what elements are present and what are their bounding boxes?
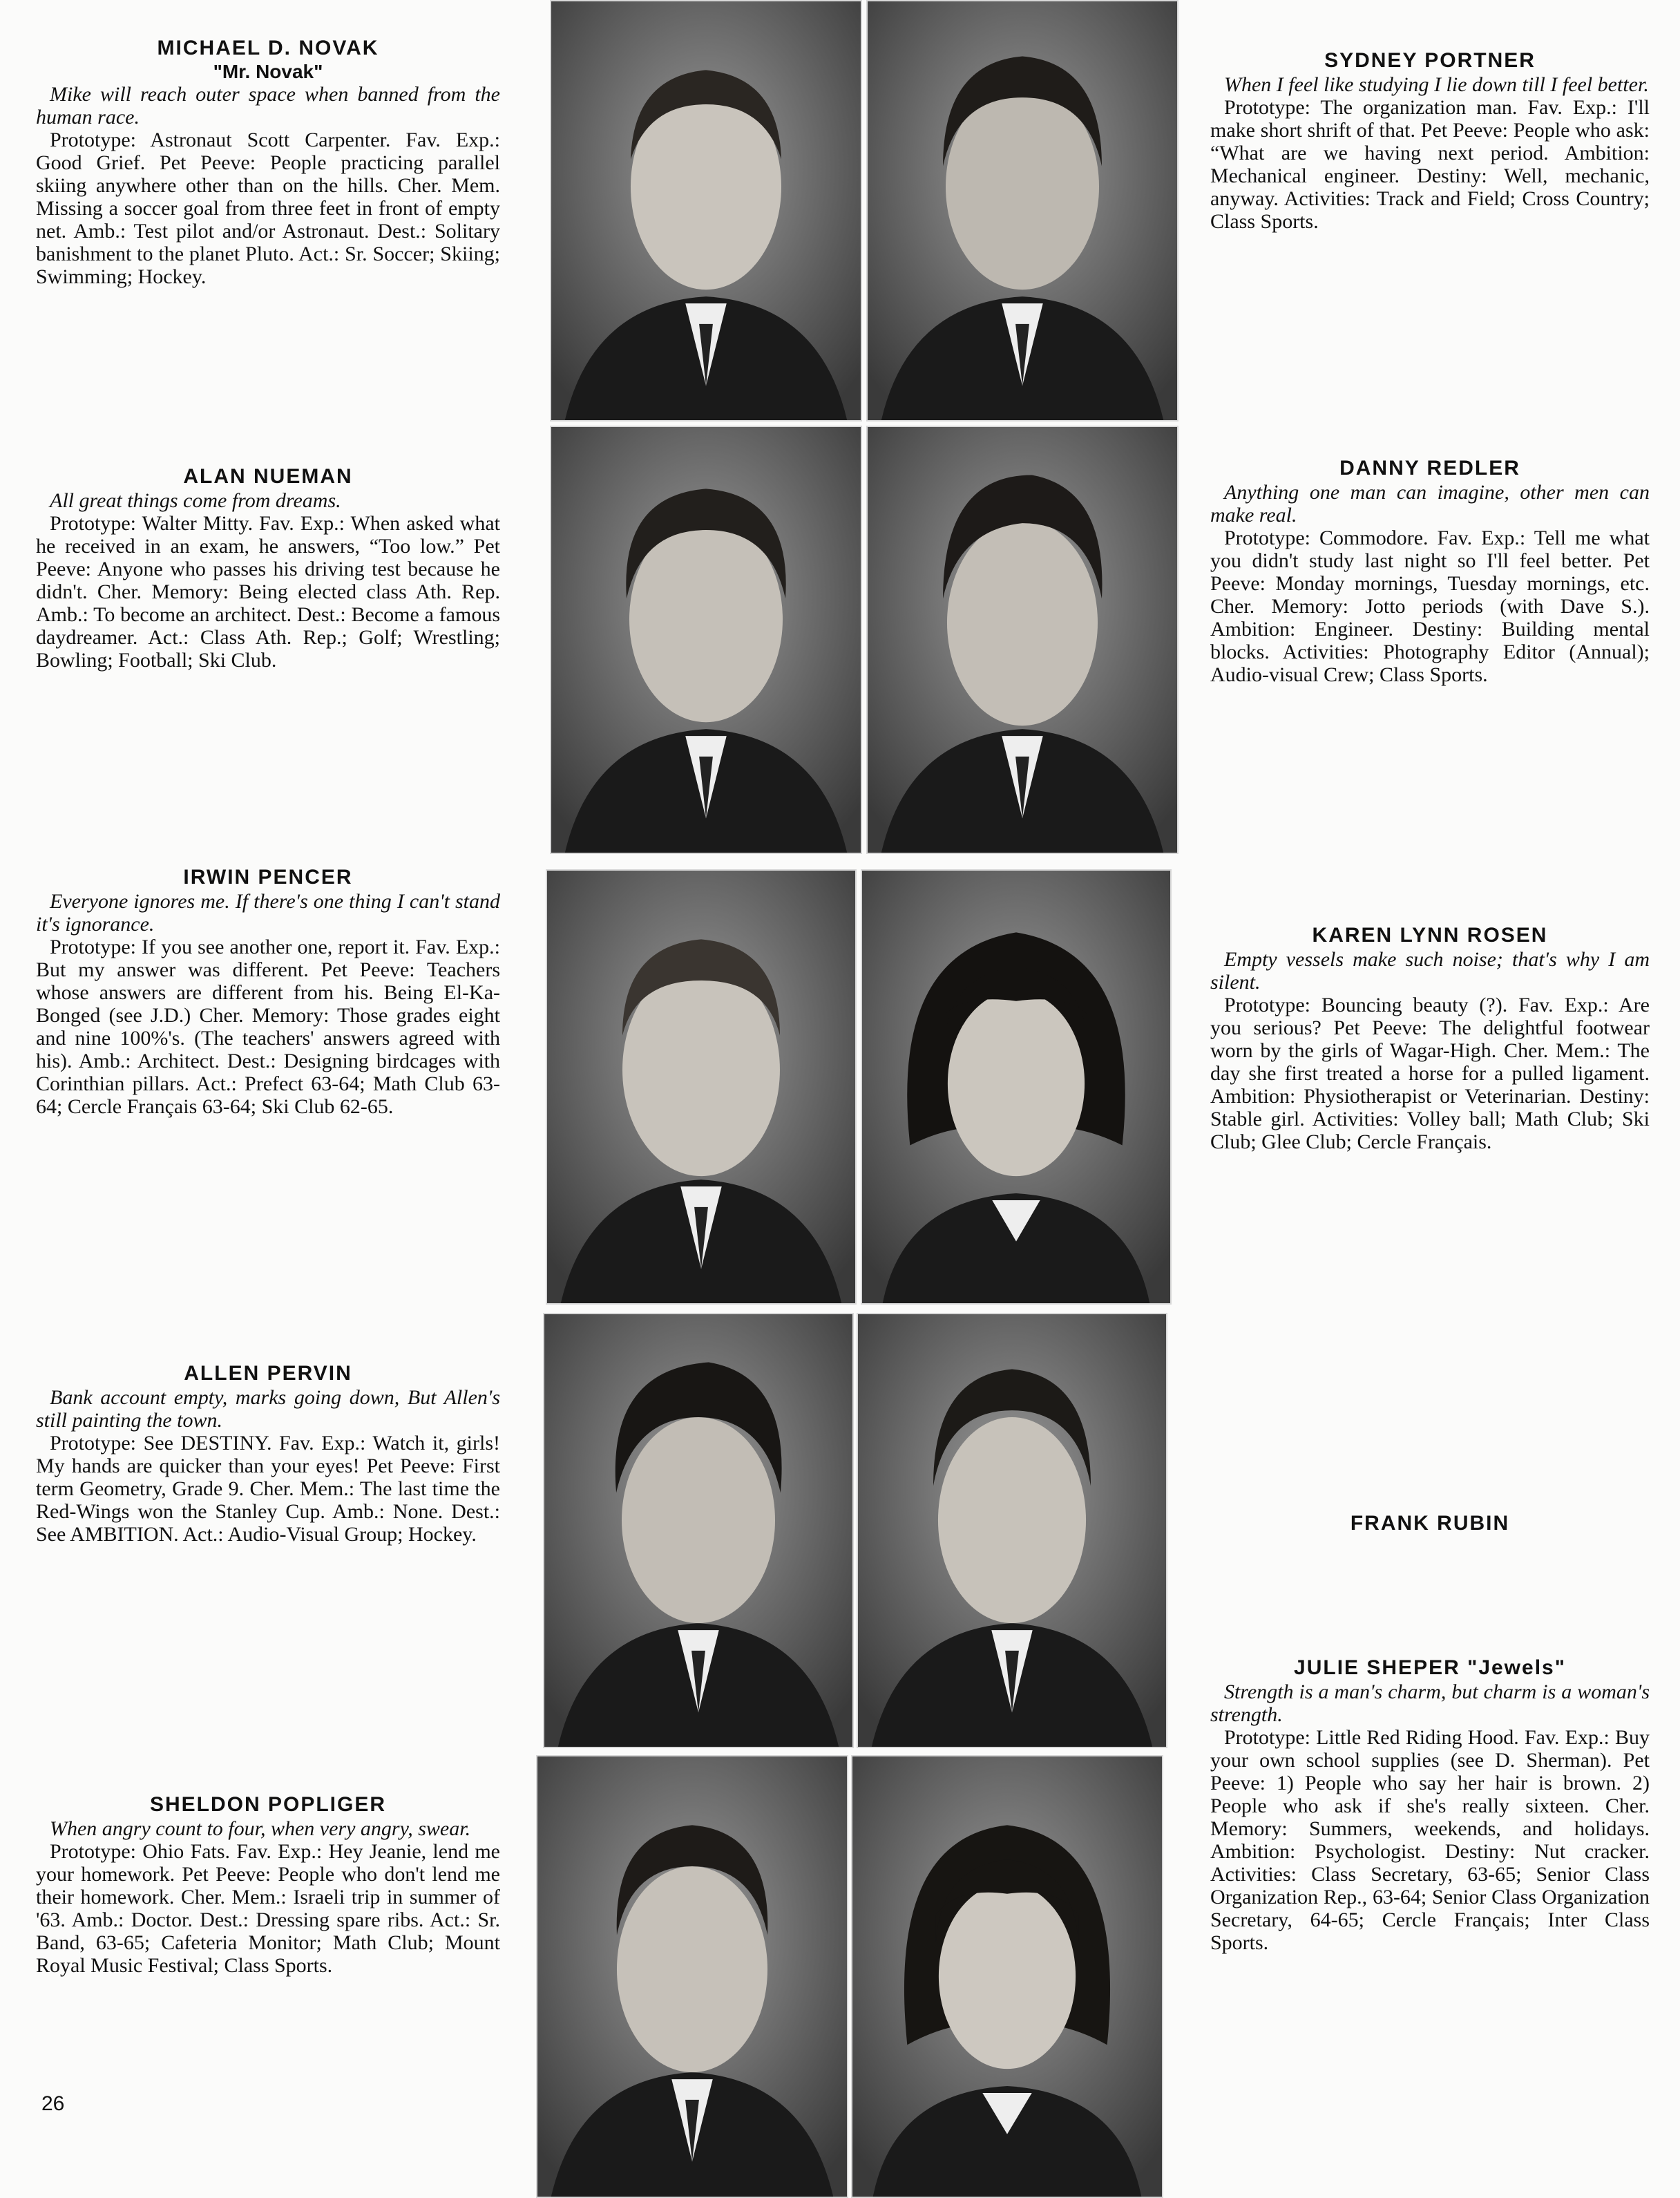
- entry-danny-redler: [1210, 456, 1650, 686]
- portrait-photo: [550, 426, 862, 854]
- student-motto: Anything one man can imagine, other men can make real.: [1210, 481, 1650, 527]
- page-number: 26: [41, 2092, 65, 2115]
- portrait-photo: [546, 869, 857, 1305]
- student-name: JULIE SHEPER "Jewels": [1294, 1656, 1566, 1679]
- student-name: MICHAEL D. NOVAK: [157, 37, 379, 59]
- student-bio: Prototype: Walter Mitty. Fav. Exp.: When asked what he received in an exam, he answers, “Too low.” Pet Peeve: Anyone who passes his driving test because he didn't. Cher. Memory: Being elected class Ath. Rep. Amb.: To become an architect. Dest.: Become a famous daydreamer. Act.: Class Ath. Rep.; Golf; Wrestling; Bowling; Football; Ski Club.: [36, 512, 500, 672]
- student-bio: Prototype: Ohio Fats. Fav. Exp.: Hey Jeanie, lend me your homework. Pet Peeve: People who don't lend me their homework. Cher. Mem.: Israeli trip in summer of '63. Amb.: Doctor. Dest.: Dressing spare ribs. Act.: Sr. Band, 63-65; Cafeteria Monitor; Math Club; Mount Royal Music Festival; Class Sports.: [36, 1840, 500, 1977]
- student-bio: Prototype: Astronaut Scott Carpenter. Fav. Exp.: Good Grief. Pet Peeve: People practicing parallel skiing anywhere other than on the hills. Cher. Mem. Missing a soccer goal from three feet in front of empty net. Amb.: Test pilot and/or Astronaut. Dest.: Solitary banishment to the planet Pluto. Act.: Sr. Soccer; Skiing; Swimming; Hockey.: [36, 129, 500, 288]
- student-bio: Prototype: Little Red Riding Hood. Fav. Exp.: Buy your own school supplies (see D. Sherman). Pet Peeve: 1) People who say her hair is brown. 2) People who ask if she's really sixteen. Cher. Memory: Summers, weekends, and holidays. Ambition: Psychologist. Destiny: Nut cracker. Activities: Class Secretary, 63-65; Senior Class Organization Rep., 63-64; Senior Class Organization Secretary, 64-65; Cercle Français; Inter Class Sports.: [1210, 1726, 1650, 1954]
- portrait-photo: [536, 1755, 848, 2198]
- portrait-photo: [866, 0, 1178, 421]
- student-motto: Empty vessels make such noise; that's why I am silent.: [1210, 948, 1650, 994]
- student-bio: Prototype: Bouncing beauty (?). Fav. Exp.: Are you serious? Pet Peeve: The delightful footwear worn by the girls of Wagar-High. Cher. Mem.: The day she first treated a horse for a pulled ligament. Ambition: Physiotherapist or Veterinarian. Destiny: Stable girl. Activities: Volley ball; Math Club; Ski Club; Glee Club; Cercle Français.: [1210, 994, 1650, 1153]
- student-motto: Everyone ignores me. If there's one thing I can't stand it's ignorance.: [36, 890, 500, 936]
- entry-karen-rosen: [1210, 923, 1650, 1153]
- student-name: ALAN NUEMAN: [183, 465, 353, 488]
- entry-julie-sheper: [1210, 1656, 1650, 1954]
- entry-sydney-portner: [1210, 48, 1650, 233]
- entry-irwin-pencer: [36, 865, 500, 1118]
- student-motto: All great things come from dreams.: [50, 489, 341, 512]
- student-nickname: "Mr. Novak": [213, 61, 323, 82]
- student-name: KAREN LYNN ROSEN: [1312, 924, 1548, 947]
- student-motto: When I feel like studying I lie down till I feel better.: [1224, 73, 1649, 96]
- portrait-photo: [861, 869, 1172, 1305]
- student-motto: Bank account empty, marks going down, But Allen's still painting the town.: [36, 1386, 500, 1432]
- student-bio: Prototype: Commodore. Fav. Exp.: Tell me what you didn't study last night so I'll feel better. Pet Peeve: Monday mornings, Tuesday mornings, etc. Cher. Memory: Jotto periods (with Dave S.). Ambition: Engineer. Destiny: Building mental blocks. Activities: Photography Editor (Annual); Audio-visual Crew; Class Sports.: [1210, 527, 1650, 686]
- entry-sheldon-popliger: [36, 1792, 500, 1977]
- student-name: SHELDON POPLIGER: [149, 1793, 387, 1816]
- portrait-photo: [550, 0, 862, 421]
- student-bio: Prototype: If you see another one, report it. Fav. Exp.: But my answer was different. Pet Peeve: Teachers whose answers are different from his. Being El-Ka-Bonged (see J.D.) Cher. Memory: Those grades eight and nine 100%'s. (The teachers' answers agreed with his). Amb.: Architect. Dest.: Designing birdcages with Corinthian pillars. Act.: Prefect 63-64; Math Club 63-64; Cercle Français 63-64; Ski Club 62-65.: [36, 936, 500, 1118]
- student-motto: Mike will reach outer space when banned from the human race.: [36, 83, 500, 129]
- student-name: SYDNEY PORTNER: [1324, 49, 1536, 72]
- entry-alan-nueman: [36, 464, 500, 672]
- student-bio: Prototype: See DESTINY. Fav. Exp.: Watch it, girls! My hands are quicker than your eyes! Pet Peeve: First term Geometry, Grade 9. Cher. Mem.: The last time the Red-Wings won the Stanley Cup. Amb.: None. Dest.: See AMBITION. Act.: Audio-Visual Group; Hockey.: [36, 1432, 500, 1546]
- student-name: IRWIN PENCER: [183, 866, 353, 889]
- student-motto: Strength is a man's charm, but charm is a woman's strength.: [1210, 1680, 1650, 1726]
- portrait-photo: [851, 1755, 1163, 2198]
- portrait-photo: [857, 1313, 1167, 1748]
- student-name-frank-rubin: FRANK RUBIN: [1350, 1512, 1510, 1535]
- portrait-photo: [866, 426, 1178, 854]
- entry-allen-pervin: [36, 1361, 500, 1546]
- entry-michael-novak: [36, 36, 500, 288]
- student-name: ALLEN PERVIN: [184, 1362, 352, 1385]
- portrait-photo: [543, 1313, 854, 1748]
- student-motto: When angry count to four, when very angry, swear.: [50, 1817, 471, 1840]
- student-name: DANNY REDLER: [1339, 457, 1520, 480]
- student-bio: Prototype: The organization man. Fav. Exp.: I'll make short shrift of that. Pet Peeve: People who ask: “What are we having next period. Ambition: Mechanical engineer. Destiny: Well, mechanic, anyway. Activities: Track and Field; Cross Country; Class Sports.: [1210, 96, 1650, 233]
